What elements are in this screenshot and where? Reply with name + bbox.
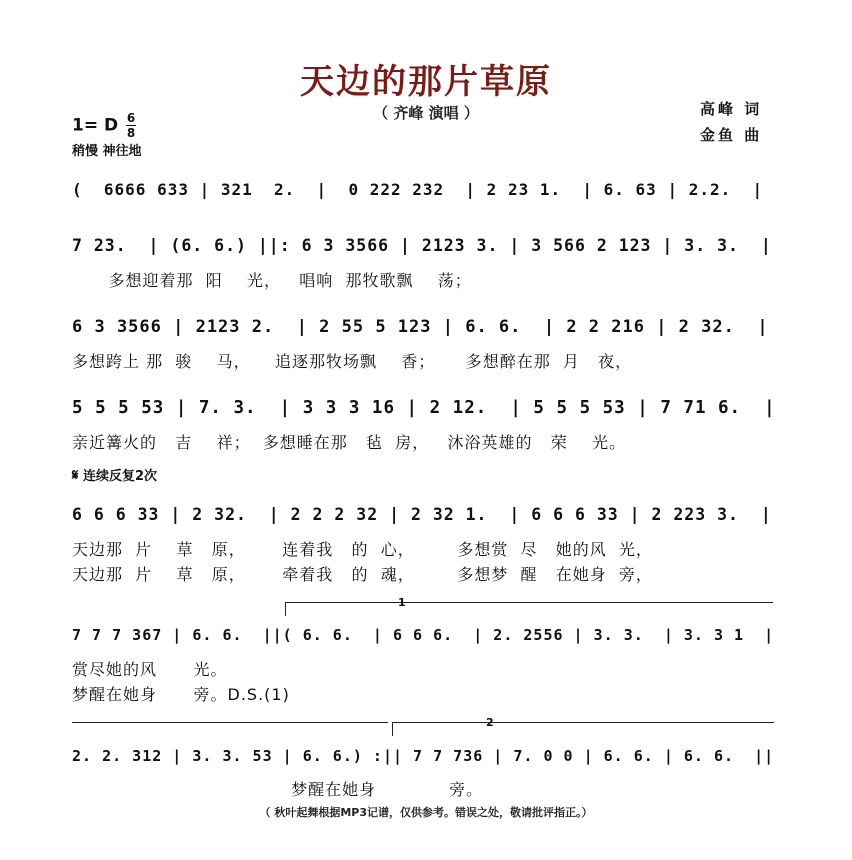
staff-line-7 xyxy=(72,744,782,768)
volta-2-bracket xyxy=(392,722,774,723)
lyric-line-5b: 天边那 片 草 原， 牵着我 的 魂， 多想梦 醒 在她身 旁， xyxy=(72,565,653,584)
lyricist-credit: 高峰 词 xyxy=(700,100,763,118)
lyric-line-4: 亲近篝火的 吉 祥； 多想睡在那 毡 房， 沐浴英雄的 荣 光。 xyxy=(72,433,627,452)
staff-line-6 xyxy=(72,623,782,647)
notation-line-4: 5 5 5 53 | 7. 3. | 3 3 3 16 | 2 12. | 5 5 5 53 | 7 71 6. | xyxy=(72,398,776,418)
lyric-line-6a: 赏尽她的风 光。 xyxy=(72,660,228,679)
volta-1-bracket xyxy=(285,602,773,603)
lyric-line-3: 多想跨上 那 骏 马， 追逐那牧场飘 香； 多想醉在那 月 夜， xyxy=(72,352,633,371)
time-signature xyxy=(126,112,136,139)
notation-line-3: 6 3 3566 | 2123 2. | 2 55 5 123 | 6. 6. | 2 2 216 | 2 32. | xyxy=(72,317,769,337)
performer-subtitle: （ 齐峰 演唱 ） xyxy=(373,104,479,122)
volta-2-hook xyxy=(392,722,393,736)
composer-credit: 金鱼 曲 xyxy=(700,126,763,144)
time-top: 6 xyxy=(126,111,136,125)
key-signature xyxy=(72,112,136,139)
notation-line-7: 2. 2. 312 | 3. 3. 53 | 6. 6.) :|| 7 7 736 | 7. 0 0 | 6. 6. | 6. 6. || xyxy=(72,747,775,765)
staff-line-4 xyxy=(72,396,782,420)
transcription-note: （ 秋叶起舞根据MP3记谱，仅供参考。错误之处，敬请批评指正。） xyxy=(259,806,593,819)
repeat-span-line xyxy=(72,722,388,723)
staff-line-2 xyxy=(72,234,782,258)
lyric-line-5a: 天边那 片 草 原， 连着我 的 心， 多想赏 尽 她的风 光， xyxy=(72,540,653,559)
segno-repeat-note xyxy=(72,465,157,484)
lyric-line-2: 多想迎着那 阳 光， 唱响 那牧歌飘 荡； xyxy=(72,271,472,290)
lyric-line-6b: 梦醒在她身 旁。D.S.(1) xyxy=(72,685,290,704)
key-label: 1= D xyxy=(72,115,119,136)
notation-line-1: ( 6666 633 | 321 2. | 0 222 232 | 2 23 1. | 6. 63 | 2.2. | xyxy=(72,180,764,199)
tempo-marking: 稍慢 神往地 xyxy=(72,144,142,159)
segno-icon: 𝄋 xyxy=(72,466,79,484)
staff-line-1 xyxy=(72,178,782,202)
lyric-line-7: 梦醒在她身 旁。 xyxy=(72,780,484,799)
volta-1-hook xyxy=(285,602,286,616)
notation-line-2: 7 23. | (6. 6.) ||: 6 3 3566 | 2123 3. | 3 566 2 123 | 3. 3. | xyxy=(72,236,772,255)
notation-line-6: 7 7 7 367 | 6. 6. ||( 6. 6. | 6 6 6. | 2. 2556 | 3. 3. | 3. 3 1 | xyxy=(72,626,775,644)
notation-line-5: 6 6 6 33 | 2 32. | 2 2 2 32 | 2 32 1. | 6 6 6 33 | 2 223 3. | xyxy=(72,505,772,524)
staff-line-3 xyxy=(72,315,782,339)
staff-line-5 xyxy=(72,503,782,527)
volta-1-number: 1 xyxy=(398,596,406,609)
segno-text: 连续反复2次 xyxy=(82,469,158,484)
song-title: 天边的那片草原 xyxy=(300,62,552,102)
time-bottom: 8 xyxy=(126,126,136,140)
volta-2-number: 2 xyxy=(486,716,494,729)
